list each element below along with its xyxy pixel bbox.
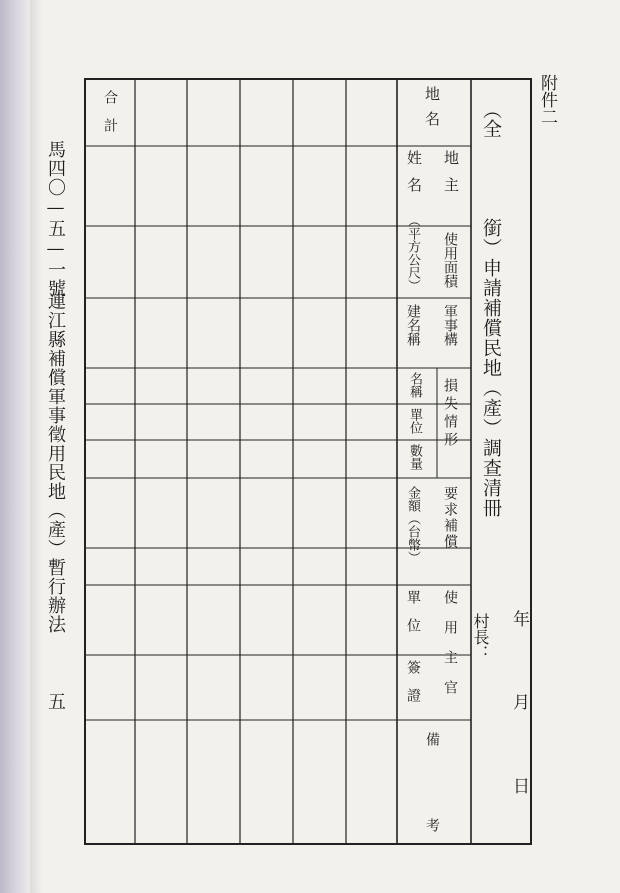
- village-chief-label: 村長：: [471, 613, 490, 661]
- header-place-name: 地名: [423, 86, 441, 136]
- header-loss-name: 名稱: [407, 372, 422, 398]
- total-label: 合計: [102, 90, 118, 146]
- header-building: 軍事構: [442, 304, 458, 346]
- header-remarks-2: 考: [424, 818, 440, 832]
- running-head-series: 馬四〇—五—一號: [45, 140, 66, 298]
- header-owner-name: 姓名: [405, 150, 423, 204]
- header-user-unit: 單位: [405, 590, 421, 646]
- header-area-unit: （平方公尺）: [405, 214, 420, 292]
- header-area: 使用面積: [442, 232, 458, 288]
- header-building-name: 建名稱: [405, 304, 421, 346]
- form-title-prefix: （全: [480, 100, 502, 138]
- date-day: 日: [509, 777, 529, 794]
- header-compensation: 要求補償: [442, 486, 458, 550]
- form-title: 銜）申請補償民地（產）調查清冊: [480, 218, 502, 518]
- header-remarks: 備: [424, 732, 440, 746]
- page-number: 五: [45, 692, 66, 710]
- header-loss-unit: 單位: [407, 408, 422, 434]
- header-compensation-amount: 金額（台幣）: [405, 486, 420, 564]
- attachment-label: 附件二: [537, 74, 557, 125]
- header-user-sign: 簽證: [405, 660, 421, 716]
- date-year: 年: [509, 610, 529, 627]
- date-month: 月: [509, 693, 529, 710]
- header-loss: 損失情形: [442, 378, 458, 450]
- header-owner: 地主: [442, 150, 460, 204]
- header-loss-qty: 數量: [407, 444, 422, 470]
- running-head-title: 連江縣補償軍事徵用民地（產）暫行辦法: [45, 292, 66, 634]
- header-user-org: 使用主官: [442, 590, 458, 710]
